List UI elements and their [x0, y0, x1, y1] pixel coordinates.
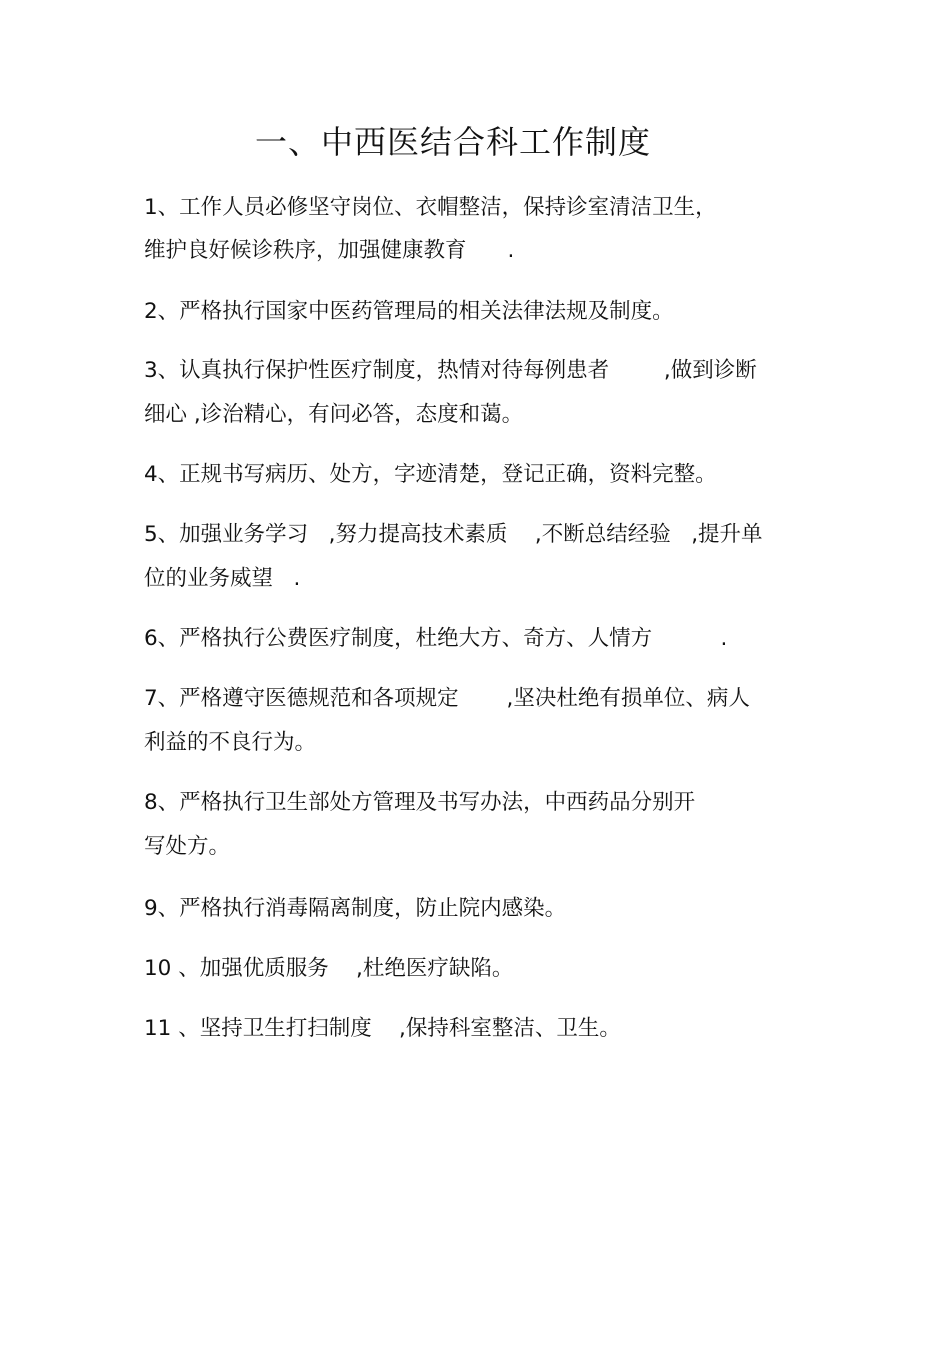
- item-2-line-1: 2、严格执行国家中医药管理局的相关法律法规及制度。: [144, 299, 674, 324]
- item-3-line-1: 3、认真执行保护性医疗制度，热情对待每例患者 ,做到诊断: [144, 358, 757, 383]
- item-1-line-1: 1、工作人员必修坚守岗位、衣帽整洁，保持诊室清洁卫生，: [144, 195, 717, 220]
- item-7-line-2: 利益的不良行为。: [144, 730, 317, 755]
- item-8-line-1: 8、严格执行卫生部处方管理及书写办法，中西药品分别开: [144, 790, 696, 815]
- item-5-line-1: 5、加强业务学习 ,努力提高技术素质 ,不断总结经验 ,提升单: [144, 522, 763, 547]
- item-1-line-2: 维护良好候诊秩序，加强健康教育 .: [144, 238, 515, 263]
- item-3-line-2: 细心 ,诊治精心，有问必答，态度和蔼。: [144, 402, 524, 427]
- item-8-line-2: 写处方。: [144, 834, 231, 859]
- item-9-line-1: 9、严格执行消毒隔离制度，防止院内感染。: [144, 896, 567, 921]
- item-5-line-2: 位的业务威望 .: [144, 566, 301, 591]
- item-7-line-1: 7、严格遵守医德规范和各项规定 ,坚决杜绝有损单位、病人: [144, 686, 750, 711]
- item-6-line-1: 6、严格执行公费医疗制度，杜绝大方、奇方、人情方 .: [144, 626, 728, 651]
- item-11-line-1: 11 、坚持卫生打扫制度 ,保持科室整洁、卫生。: [144, 1016, 621, 1041]
- document-title: 一、中西医结合科工作制度: [254, 123, 651, 161]
- item-10-line-1: 10 、加强优质服务 ,杜绝医疗缺陷。: [144, 956, 514, 981]
- item-4-line-1: 4、正规书写病历、处方，字迹清楚，登记正确，资料完整。: [144, 462, 717, 487]
